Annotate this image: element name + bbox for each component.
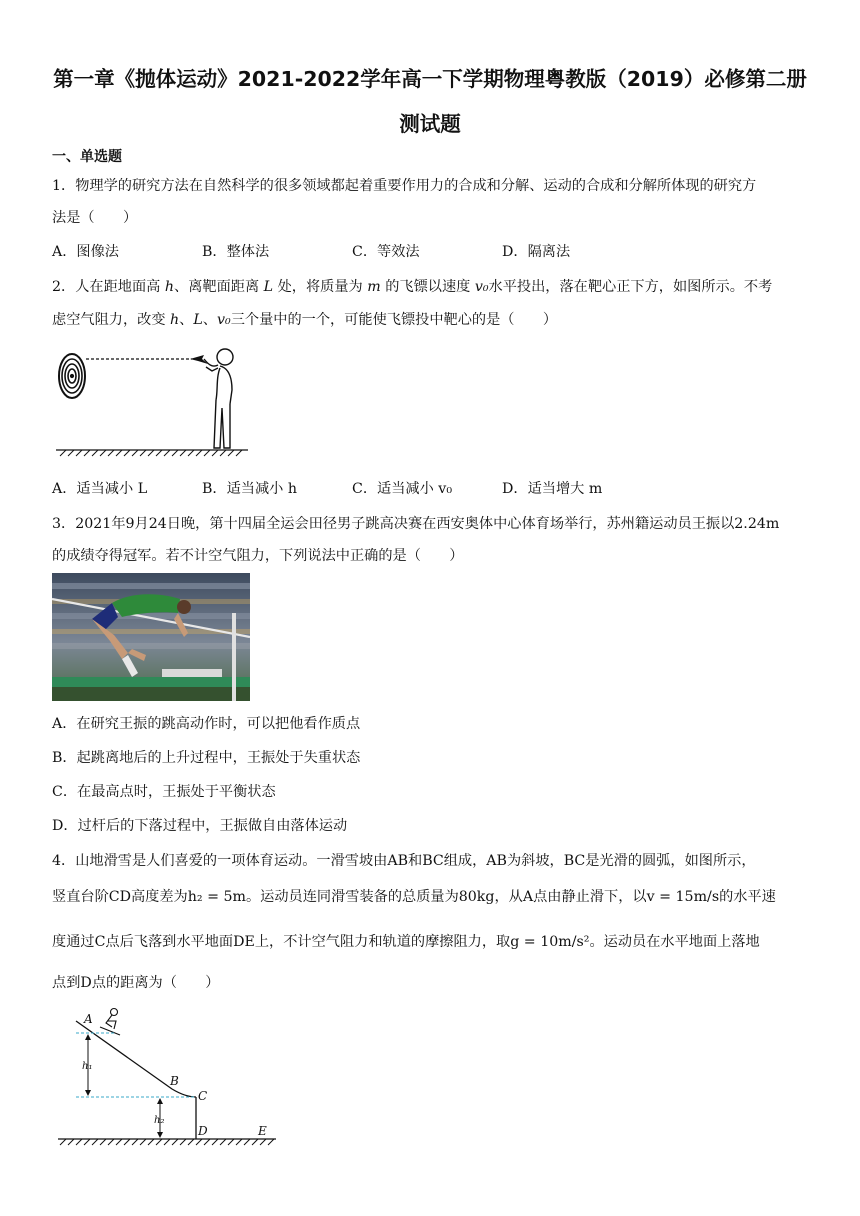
q2-text-e: 水平投出，落在靶心正下方，如图所示。不考 (488, 279, 773, 295)
q3-option-a: A．在研究王振的跳高动作时，可以把他看作质点 (52, 716, 361, 732)
q2-text-b: 、离靶面距离 (174, 279, 264, 295)
q2-line1 (52, 276, 772, 296)
q2-var-m: m (367, 279, 381, 295)
high-jump-photo (52, 573, 250, 701)
q2-var-h-2: h (170, 312, 180, 328)
section-heading: 一、单选题 (52, 149, 122, 165)
q2-text-d: 的飞镖以速度 (380, 279, 475, 295)
q1-line2: 法是（ ） (52, 210, 138, 226)
q2-sep-2: 、 (202, 312, 217, 328)
q2-option-c: C．适当减小 v₀ (352, 481, 453, 497)
q2-var-h: h (164, 279, 174, 295)
q2-option-b: B．适当减小 h (202, 481, 298, 497)
q2-var-v0: v₀ (474, 279, 489, 295)
q2-var-L: L (263, 279, 274, 295)
q2-option-d: D．适当增大 m (502, 481, 603, 497)
q3-option-b: B．起跳离地后的上升过程中，王振处于失重状态 (52, 750, 361, 766)
q3-option-d: D．过杆后的下落过程中，王振做自由落体运动 (52, 818, 348, 834)
q1-option-d: D．隔离法 (502, 244, 571, 260)
q4-line4: 点到D点的距离为（ ） (52, 975, 220, 991)
q4-line2: 竖直台阶CD高度差为h₂ = 5m。运动员连同滑雪装备的总质量为80kg，从A点由静止滑下，以v = 15m/s的水平速 (52, 889, 776, 905)
q4-line1: 4．山地滑雪是人们喜爱的一项体育运动。一滑雪坡由AB和BC组成，AB为斜坡，BC是光滑的圆弧，如图所示， (52, 853, 756, 869)
q2-text-c: 处，将质量为 (273, 279, 368, 295)
ski-slope-figure (52, 1003, 282, 1153)
q2-option-a: A．适当减小 L (52, 481, 148, 497)
label-h2: h₂ (154, 1115, 165, 1126)
label-c: C (198, 1089, 208, 1103)
q2-var-L-2: L (193, 312, 203, 328)
label-h1: h₁ (82, 1061, 93, 1072)
q4-line3: 度通过C点后飞落到水平地面DE上，不计空气阻力和轨道的摩擦阻力，取g = 10m/s²。运动员在水平地面上落地 (52, 934, 760, 950)
label-b: B (170, 1074, 179, 1088)
label-d: D (198, 1124, 208, 1138)
doc-title-line1: 第一章《抛体运动》2021-2022学年高一下学期物理粤教版（2019）必修第二册 (53, 67, 807, 91)
q3-line1: 3．2021年9月24日晚，第十四届全运会田径男子跳高决赛在西安奥体中心体育场举行，苏州籍运动员王振以2.24m (52, 516, 780, 532)
dart-thrower-figure (52, 338, 252, 463)
dartboard-icon (59, 354, 85, 398)
skier-icon (100, 1009, 120, 1036)
thrower-figure (204, 349, 233, 448)
q1-option-c: C．等效法 (352, 244, 420, 260)
q2-var-v0-2: v₀ (216, 312, 231, 328)
q3-line2: 的成绩夺得冠军。若不计空气阻力，下列说法中正确的是（ ） (52, 548, 464, 564)
label-e: E (258, 1124, 267, 1138)
q2-text-g: 三个量中的一个，可能使飞镖投中靶心的是（ ） (230, 312, 558, 328)
q2-text-f: 虑空气阻力，改变 (52, 312, 171, 328)
doc-title-line2: 测试题 (399, 112, 461, 136)
q2-line2 (52, 309, 557, 329)
q1-option-b: B．整体法 (202, 244, 270, 260)
q3-option-c: C．在最高点时，王振处于平衡状态 (52, 784, 276, 800)
label-a: A (84, 1012, 93, 1026)
q1-line1: 1．物理学的研究方法在自然科学的很多领域都起着重要作用力的合成和分解、运动的合成和分解所体现的研究方 (52, 178, 757, 194)
q1-option-a: A．图像法 (52, 244, 119, 260)
q2-text-a: 2．人在距地面高 (52, 279, 165, 295)
q2-sep-1: 、 (179, 312, 194, 328)
